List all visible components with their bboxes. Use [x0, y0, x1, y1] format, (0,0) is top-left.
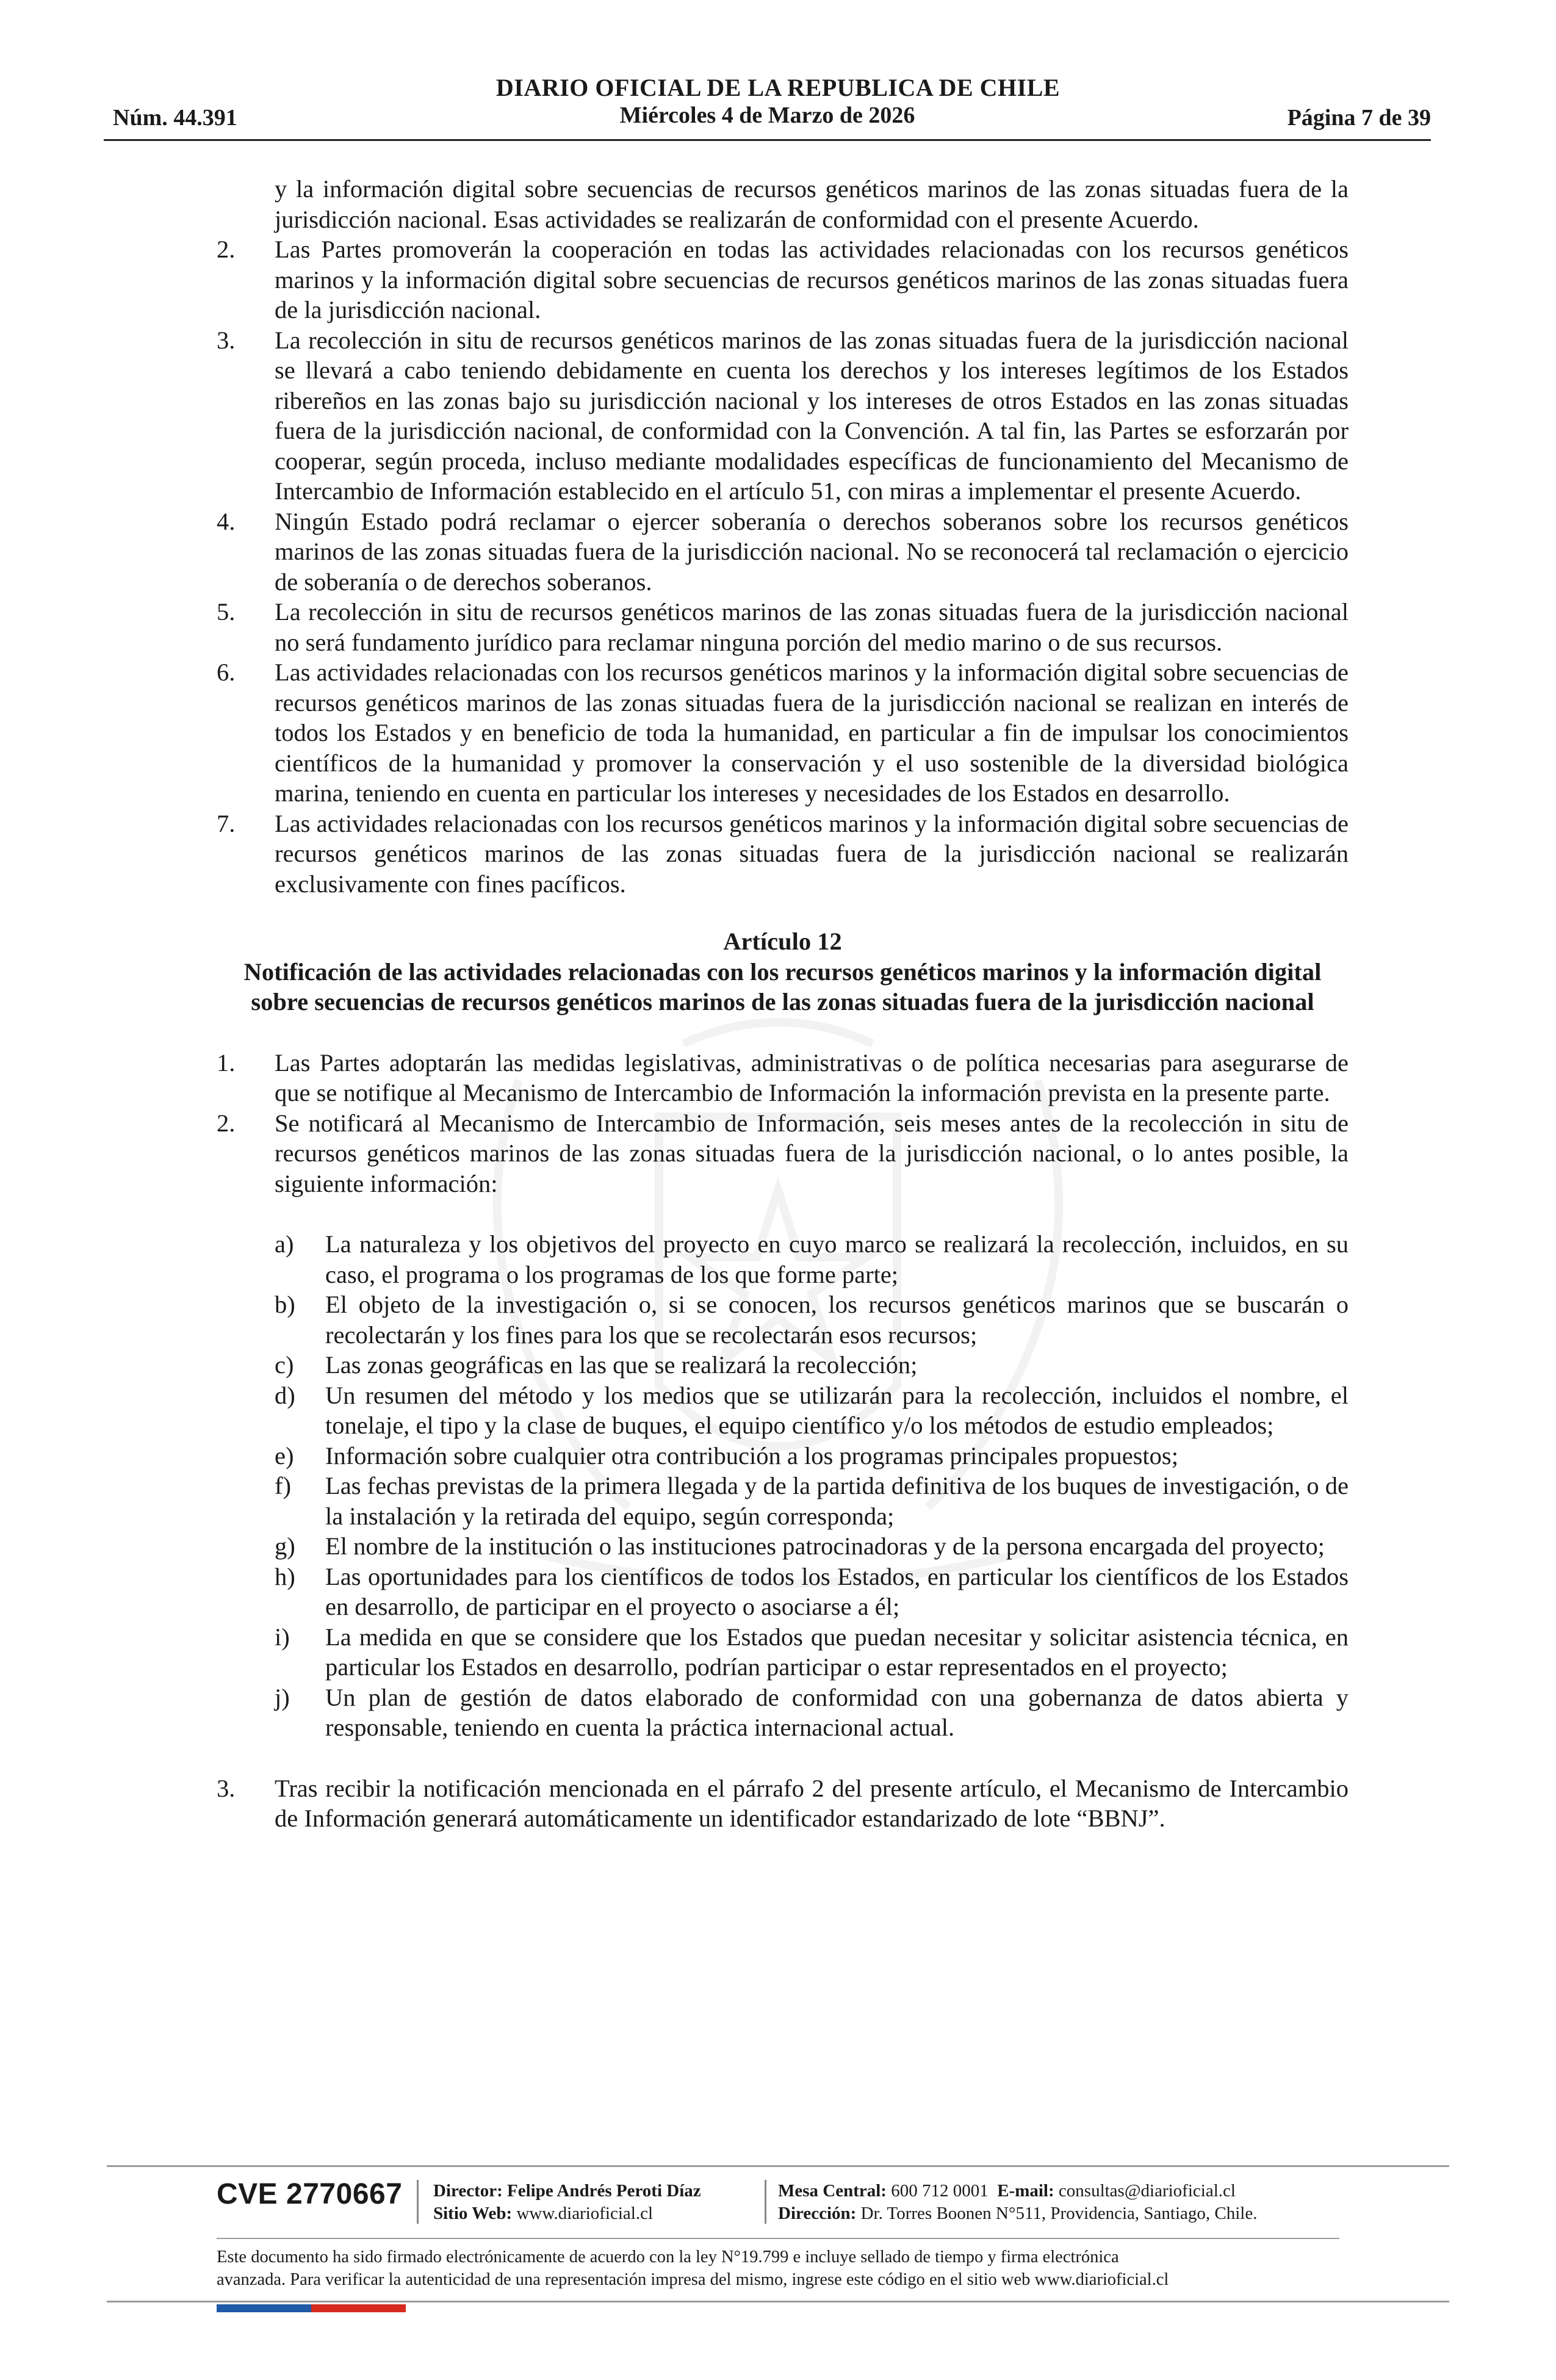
- item-number: 6.: [217, 658, 236, 686]
- legal-notice: [217, 2246, 1339, 2291]
- list-item: [217, 507, 1349, 597]
- sub-item-text: Las fechas previstas de la primera llegada y de la partida definitiva de los buques de investigación, o de la instalación y la retirada del equipo, según corresponda;: [325, 1472, 1349, 1530]
- sub-item: [275, 1441, 1349, 1471]
- website-label: Sitio Web:: [433, 2204, 513, 2223]
- director-info: [433, 2180, 701, 2225]
- page-indicator: Página 7 de 39: [1287, 105, 1431, 131]
- sub-item: [275, 1380, 1349, 1441]
- sub-item: [275, 1531, 1349, 1562]
- footer-separator: [765, 2180, 766, 2224]
- sub-item-text: Las zonas geográficas en las que se realizará la recolección;: [325, 1351, 918, 1379]
- item-number: 4.: [217, 507, 236, 535]
- legal-notice-line: Este documento ha sido firmado electrónicamente de acuerdo con la ley N°19.799 e incluye sellado de tiempo y firma electrónica: [217, 2248, 1119, 2266]
- header-divider: [104, 139, 1431, 141]
- article-title: Notificación de las actividades relacionadas con los recursos genéticos marinos y la información digital sobre secuencias de recursos genéticos marinos de las zonas situadas fuera de la jurisdicción nacional: [243, 957, 1322, 1015]
- address-text: Dr. Torres Boonen N°511, Providencia, Santiago, Chile.: [860, 2204, 1258, 2223]
- sub-item: [275, 1229, 1349, 1289]
- item-text: Se notificará al Mecanismo de Intercambio de Información, seis meses antes de la recolección in situ de recursos genéticos marinos de las zonas situadas fuera de la jurisdicción nacional, o lo antes posible, la siguiente información:: [275, 1109, 1349, 1197]
- sub-item-letter: d): [275, 1381, 295, 1409]
- spacer: [217, 1199, 1349, 1229]
- email-label: E-mail:: [997, 2181, 1054, 2201]
- sub-item: [275, 1350, 1349, 1380]
- document-body: [217, 174, 1349, 1834]
- sub-item-text: Un plan de gestión de datos elaborado de conformidad con una gobernanza de datos abierta y responsable, teniendo en cuenta la práctica internacional actual.: [325, 1683, 1349, 1741]
- sub-item: [275, 1562, 1349, 1622]
- website-link[interactable]: www.diarioficial.cl: [516, 2204, 654, 2223]
- item-number: 2.: [217, 1109, 236, 1137]
- contact-info: [778, 2180, 1257, 2225]
- sub-item-letter: a): [275, 1230, 294, 1258]
- item-number: 2.: [217, 236, 236, 263]
- item-number: 5.: [217, 598, 236, 626]
- sub-item-text: La medida en que se considere que los Estados que puedan necesitar y solicitar asistencia técnica, en particular los Estados en desarrollo, podrían participar o estar representados en el proyecto;: [325, 1623, 1349, 1681]
- list-item: [217, 1108, 1349, 1199]
- item-number: 3.: [217, 326, 236, 354]
- director-label: Director:: [433, 2181, 503, 2201]
- item-text: Ningún Estado podrá reclamar o ejercer soberanía o derechos soberanos sobre los recursos genéticos marinos de las zonas situadas fuera de la jurisdicción nacional. No se reconocerá tal reclamación o ejercicio de soberanía o de derechos soberanos.: [275, 507, 1349, 596]
- legal-notice-line: avanzada. Para verificar la autenticidad de una representación impresa del mismo, ingrese este código en el sitio web www.diarioficial.cl: [217, 2270, 1169, 2289]
- item-text: La recolección in situ de recursos genéticos marinos de las zonas situadas fuera de la jurisdicción nacional no será fundamento jurídico para reclamar ninguna porción del medio marino o de sus recursos.: [275, 598, 1349, 656]
- issue-date: Miércoles 4 de Marzo de 2026: [619, 103, 915, 128]
- sub-item: [275, 1622, 1349, 1682]
- footer-divider-bottom: [107, 2301, 1449, 2302]
- sub-item-text: Información sobre cualquier otra contribución a los programas principales propuestos;: [325, 1441, 1178, 1469]
- footer-divider-top: [107, 2165, 1449, 2167]
- spacer: [217, 1743, 1349, 1773]
- sub-item-text: El nombre de la institución o las instituciones patrocinadoras y de la persona encargada del proyecto;: [325, 1532, 1325, 1560]
- sub-item-letter: e): [275, 1441, 294, 1469]
- sub-item-text: El objeto de la investigación o, si se conocen, los recursos genéticos marinos que se buscarán o recolectarán y los fines para los que se recolectarán esos recursos;: [325, 1291, 1349, 1349]
- sub-item: [275, 1471, 1349, 1531]
- sub-item-letter: f): [275, 1472, 291, 1499]
- list-item: [217, 234, 1349, 325]
- cve-code: CVE 2770667: [217, 2178, 403, 2210]
- sub-item-letter: h): [275, 1562, 295, 1590]
- list-item: [217, 657, 1349, 809]
- flag-stripe: [217, 2304, 406, 2312]
- address-label: Dirección:: [778, 2204, 857, 2223]
- article-heading: Artículo 12: [723, 928, 842, 955]
- item-number: 1.: [217, 1048, 236, 1076]
- sub-item-text: Las oportunidades para los científicos de todos los Estados, en particular los científicos de los Estados en desarrollo, de participar en el proyecto o asociarse a él;: [325, 1562, 1349, 1620]
- issue-number: Núm. 44.391: [113, 105, 237, 131]
- phone-number: 600 712 0001: [891, 2181, 989, 2201]
- gazette-title: DIARIO OFICIAL DE LA REPUBLICA DE CHILE: [495, 74, 1061, 101]
- header-row: [104, 102, 1431, 134]
- director-name: Felipe Andrés Peroti Díaz: [507, 2181, 701, 2201]
- list-item: [217, 809, 1349, 900]
- list-item: [217, 597, 1349, 657]
- phone-label: Mesa Central:: [778, 2181, 887, 2201]
- sub-item-text: La naturaleza y los objetivos del proyecto en cuyo marco se realizará la recolección, incluidos, en su caso, el programa o los programas de los que forme parte;: [325, 1230, 1349, 1288]
- sub-item-letter: c): [275, 1351, 294, 1379]
- sub-item: [275, 1682, 1349, 1743]
- sub-item: [275, 1289, 1349, 1350]
- intro-paragraph: y la información digital sobre secuencias de recursos genéticos marinos de las zonas situadas fuera de la jurisdicción nacional. Esas actividades se realizarán de conformidad con el presente Acuerdo.: [275, 175, 1349, 233]
- item-text: Las actividades relacionadas con los recursos genéticos marinos y la información digital sobre secuencias de recursos genéticos marinos de las zonas situadas fuera de la jurisdicción nacional se realizarán exclusivamente con fines pacíficos.: [275, 809, 1349, 898]
- sub-item-letter: b): [275, 1291, 295, 1318]
- list-item: [217, 1048, 1349, 1108]
- item-number: 3.: [217, 1774, 236, 1802]
- flag-red-segment: [311, 2304, 406, 2312]
- list-item: [217, 325, 1349, 507]
- footer-separator: [417, 2180, 419, 2224]
- item-number: 7.: [217, 809, 236, 837]
- list-item: [217, 1773, 1349, 1834]
- sub-item-letter: g): [275, 1532, 295, 1560]
- sub-item-letter: i): [275, 1623, 290, 1651]
- item-text: Las actividades relacionadas con los recursos genéticos marinos y la información digital sobre secuencias de recursos genéticos marinos de las zonas situadas fuera de la jurisdicción nacional se realizan en interés de todos los Estados y en beneficio de toda la humanidad, en particular a fin de impulsar los conocimientos científicos de la humanidad y promover la conservación y el uso sostenible de la diversidad biológica marina, teniendo en cuenta en particular los intereses y necesidades de los Estados en desarrollo.: [275, 658, 1349, 807]
- sub-item-text: Un resumen del método y los medios que se utilizarán para la recolección, incluidos el nombre, el tonelaje, el tipo y la clase de buques, el equipo científico y/o los métodos de estudio empleados;: [325, 1381, 1349, 1439]
- sub-item-letter: j): [275, 1683, 290, 1711]
- sub-list: [217, 1229, 1349, 1743]
- email-link[interactable]: consultas@diarioficial.cl: [1058, 2181, 1236, 2201]
- item-text: La recolección in situ de recursos genéticos marinos de las zonas situadas fuera de la jurisdicción nacional se llevará a cabo teniendo debidamente en cuenta los derechos y los intereses legítimos de los Estados ribereños en las zonas bajo su jurisdicción nacional y los intereses de otros Estados en las zonas situadas fuera de la jurisdicción nacional, de conformidad con la Convención. A tal fin, las Partes se esforzarán por cooperar, según proceda, incluso mediante modalidades específicas de funcionamiento del Mecanismo de Intercambio de Información establecido en el artículo 51, con miras a implementar el presente Acuerdo.: [275, 326, 1349, 505]
- item-text: Las Partes adoptarán las medidas legislativas, administrativas o de política necesarias para asegurarse de que se notifique al Mecanismo de Intercambio de Información la información prevista en la presente parte.: [275, 1048, 1349, 1106]
- item-text: Las Partes promoverán la cooperación en todas las actividades relacionadas con los recursos genéticos marinos y la información digital sobre secuencias de recursos genéticos marinos de las zonas situadas fuera de la jurisdicción nacional.: [275, 236, 1349, 323]
- footer-divider-mid: [217, 2238, 1339, 2239]
- spacer: [217, 1017, 1349, 1048]
- item-text: Tras recibir la notificación mencionada en el párrafo 2 del presente artículo, el Mecanismo de Intercambio de Información generará automáticamente un identificador estandarizado de lote “BBNJ”.: [275, 1774, 1349, 1832]
- flag-blue-segment: [217, 2304, 311, 2312]
